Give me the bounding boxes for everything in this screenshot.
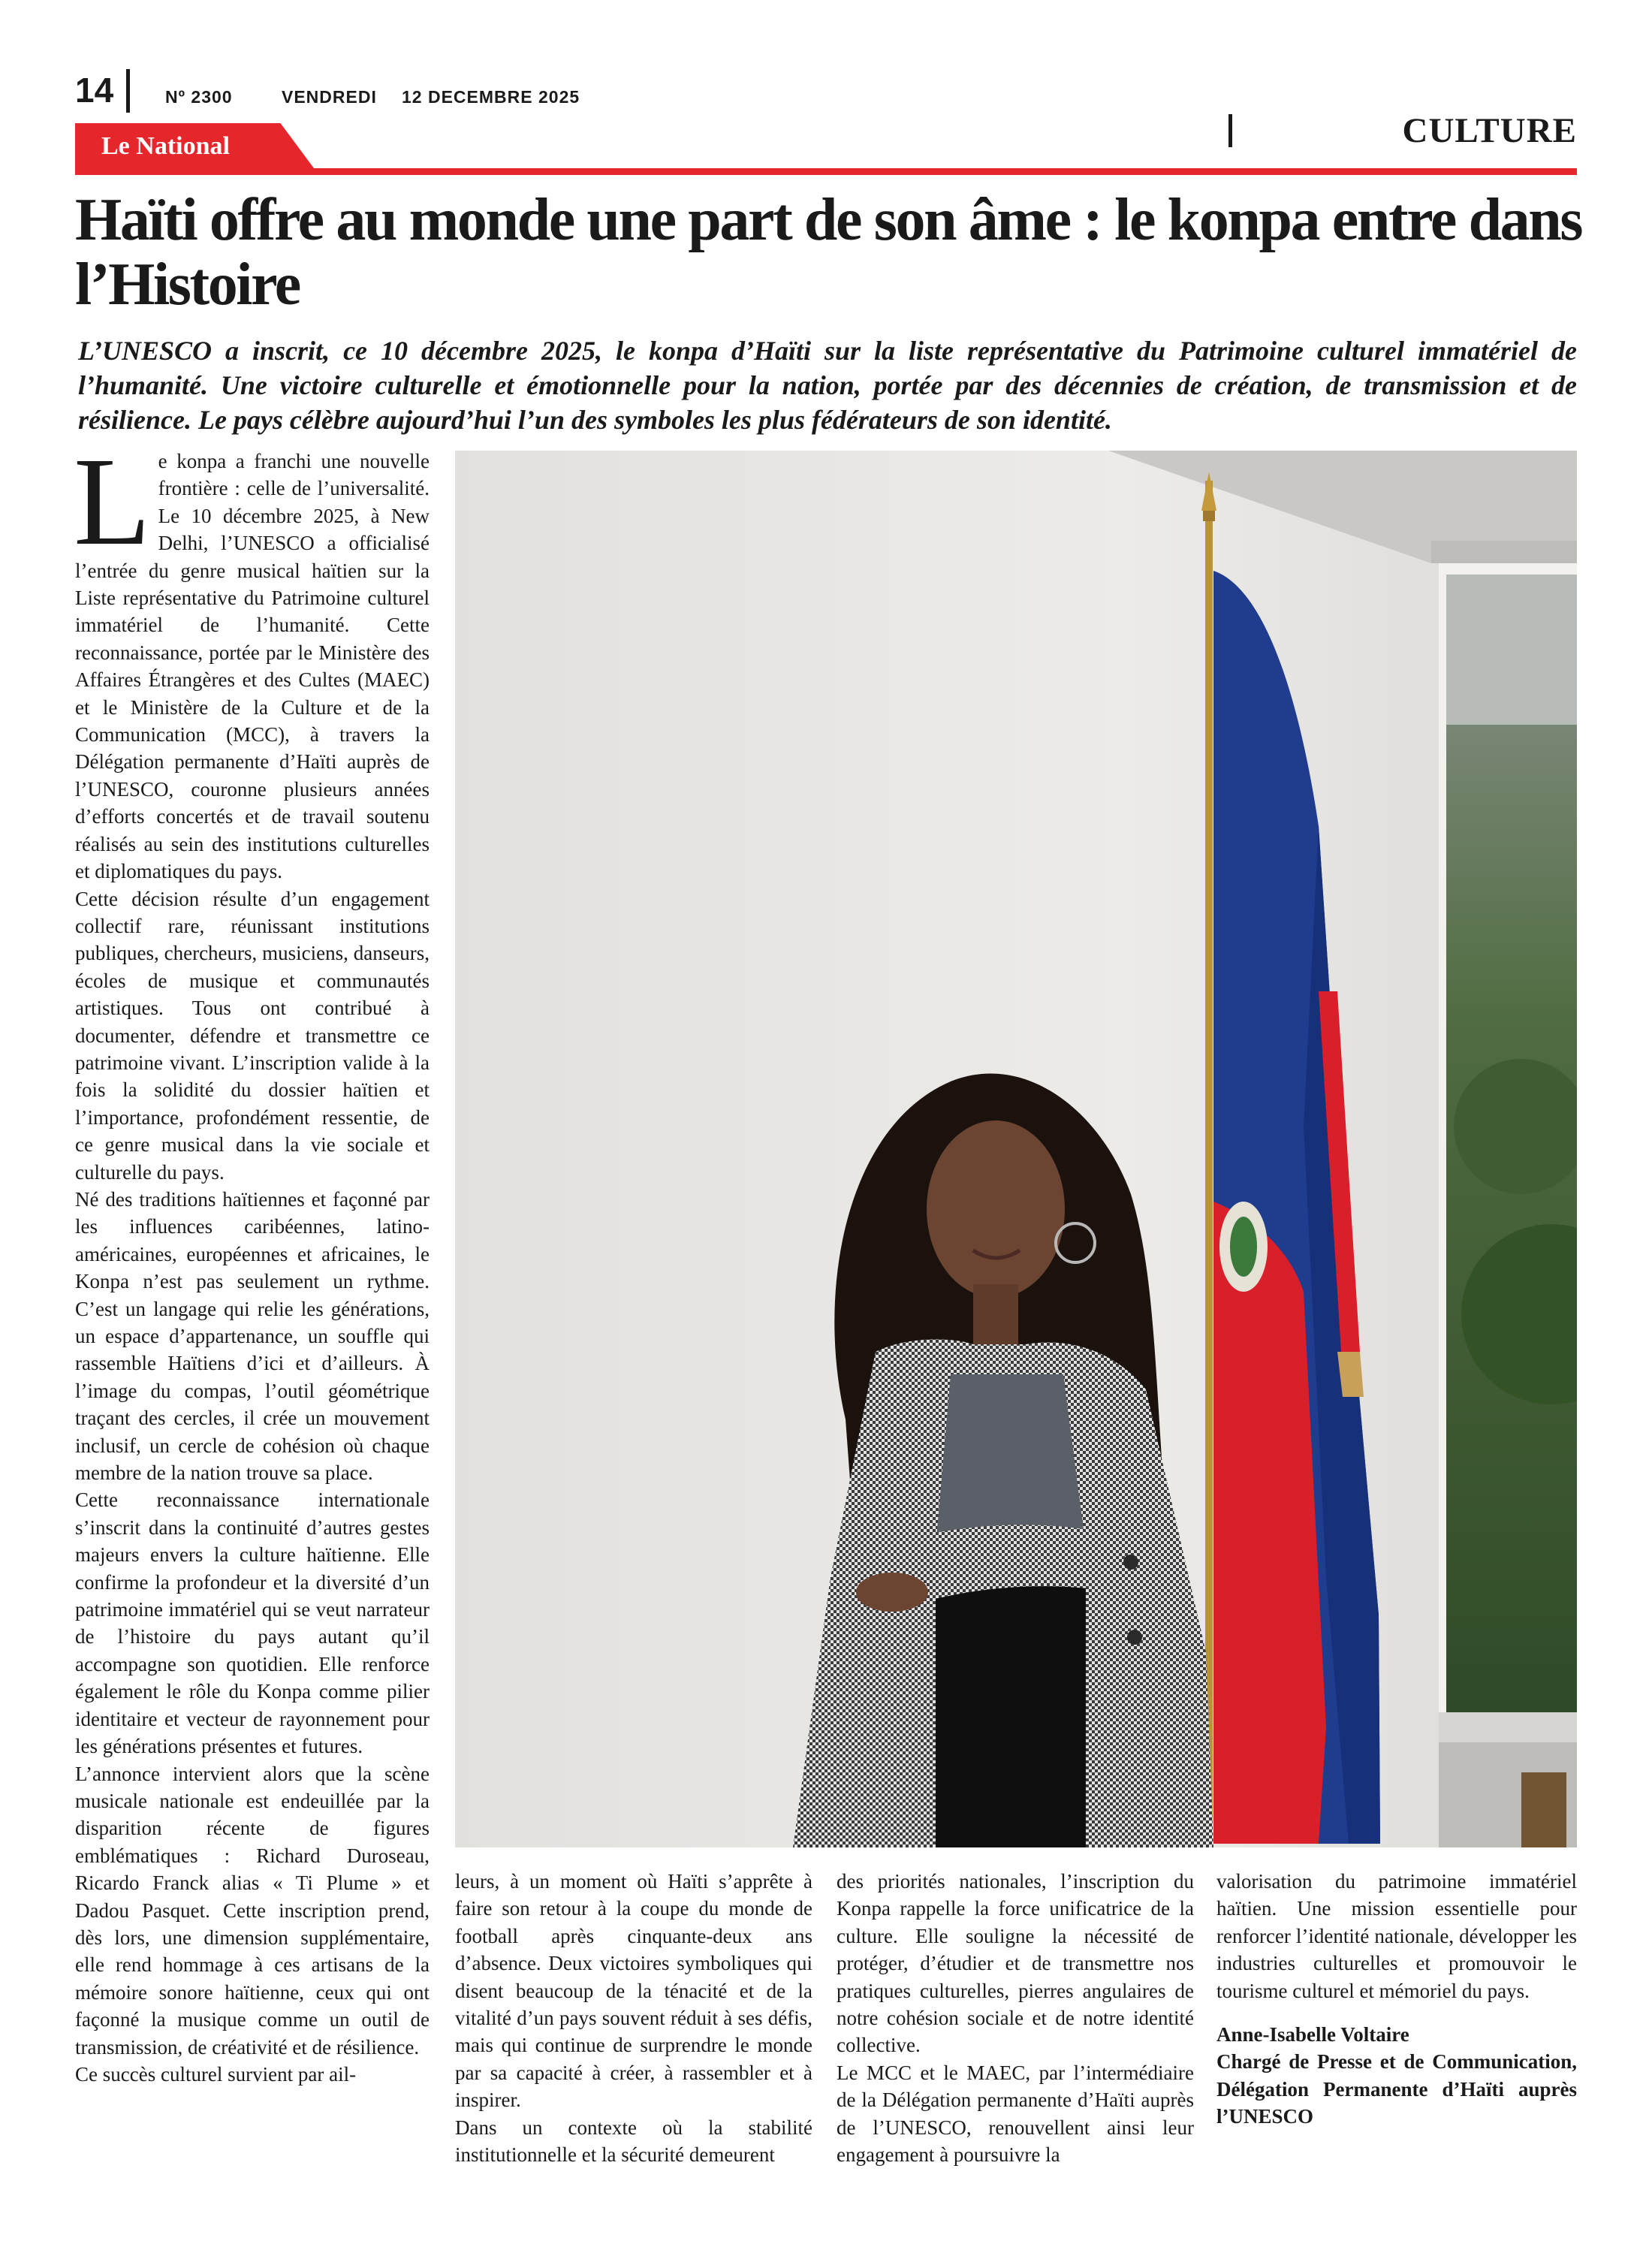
article-column-4: [1216, 1868, 1577, 2131]
paragraph: Cette décision résulte d’un engagement collectif rare, réunissant institutions publiques, chercheurs, musiciens, danseurs, écoles de musique et communautés artistiques. Tous ont contribué à documenter, défendre et transmettre ce patrimoine vivant. L’inscription valide à la fois la solidité du dossier haïtien et l’importance, profondément ressentie, de ce genre musical dans la vie sociale et culturelle du pays.: [75, 887, 430, 1184]
paragraph: Né des traditions haïtiennes et façonné par les influences caribéennes, latino-américaines, européennes et africaines, le Konpa n’est pas seulement un rythme. C’est un langage qui relie les générations, un espace d’appartenance, un souffle qui rassemble Haïtiens d’ici et d’ailleurs. À l’image du compas, l’outil géométrique traçant des cercles, il crée un mouvement inclusif, un cercle de cohésion où chaque membre de la nation trouve sa place.: [75, 1187, 430, 1485]
paragraph: valorisation du patrimoine immatériel haïtien. Une mission essentielle pour renforcer l’identité nationale, développer les industries culturelles et promouvoir le tourisme culturel et mémoriel du pays.: [1216, 1870, 1577, 2002]
brand-label: Le National: [101, 132, 230, 160]
paragraph: Ce succès culturel survient par ail-: [75, 2062, 357, 2086]
article-column-2: [455, 1868, 812, 2168]
issue-weekday: VENDREDI: [282, 87, 377, 107]
article-photo: [455, 451, 1577, 1847]
header-rule: [75, 168, 1577, 175]
section-label: CULTURE: [1402, 111, 1577, 150]
drop-cap: L: [74, 432, 151, 572]
article-column-1: [74, 432, 430, 2088]
article-lede: L’UNESCO a inscrit, ce 10 décembre 2025, le konpa d’Haïti sur la liste représentative du Patrimoine culturel immatériel de l’humanité. Une victoire culturelle et émotionnelle pour la nation, portée par des décennies de création, de transmission et de résilience. Le pays célèbre aujourd’hui l’un des symboles les plus fédérateurs de son identité.: [78, 336, 1577, 435]
page-number: 14: [75, 71, 114, 110]
article-headline: Haïti offre au monde une part de son âme : le konpa entre dans l’Histoire: [75, 187, 1582, 318]
issue-date: 12 DECEMBRE 2025: [402, 87, 580, 107]
paragraph: Dans un contexte où la stabilité institutionnelle et la sécurité demeurent: [455, 2116, 812, 2167]
page-number-divider: [126, 69, 130, 113]
paragraph: e konpa a franchi une nouvelle frontière : celle de l’universalité. Le 10 décembre 2025, à New Delhi, l’UNESCO a officialisé l’entrée du genre musical haïtien sur la Liste représentative du Patrimoine culturel immatériel de l’humanité. Cette reconnaissance, portée par le Ministère des Affaires Étrangères et des Cultes (MAEC) et le Ministère de la Culture et de la Communication (MCC), à travers la Délégation permanente d’Haïti auprès de l’UNESCO, couronne plusieurs années d’efforts concertés et de travail soutenu réalisés au sein des institutions culturelles et diplomatiques du pays.: [75, 450, 430, 883]
paragraph: L’annonce intervient alors que la scène musicale nationale est endeuillée par la disparition récente de figures emblématiques : Richard Duroseau, Ricardo Franck alias « Ti Plume » et Dadou Pasquet. Cette inscription prend, dès lors, une dimension supplémentaire, elle rend hommage à ces artisans de la mémoire sonore haïtienne, ceux qui ont façonné la musique comme un outil de transmission, de créativité et de résilience.: [75, 1762, 430, 2058]
author-role: Chargé de Presse et de Communication, Délégation Permanente d’Haïti auprès l’UNESCO: [1216, 2050, 1577, 2128]
section-divider: [1228, 114, 1232, 147]
author-name: Anne-Isabelle Voltaire: [1216, 2023, 1409, 2046]
article-column-3: [837, 1868, 1194, 2168]
issue-number: Nº 2300: [165, 87, 233, 107]
photo-illustration: [455, 451, 1577, 1847]
paragraph: leurs, à un moment où Haïti s’apprête à faire son retour à la coupe du monde de football après cinquante-deux ans d’absence. Deux victoires symboliques qui disent beaucoup de la ténacité et de la vitalité d’un pays souvent réduit à ses défis, mais qui continue de surprendre le monde par sa capacité à créer, à rassembler et à inspirer.: [455, 1870, 812, 2112]
paragraph: Le MCC et le MAEC, par l’intermédiaire de la Délégation permanente d’Haïti auprès de l’UNESCO, renouvellent ainsi leur engagement à poursuivre la: [837, 2061, 1194, 2167]
paragraph: Cette reconnaissance internationale s’inscrit dans la continuité d’autres gestes majeurs envers la culture haïtienne. Elle confirme la profondeur et la diversité d’un patrimoine immatériel qui se veut narrateur de l’histoire du pays autant qu’il accompagne son quotidien. Elle renforce également le rôle du Konpa comme pilier identitaire et vecteur de rayonnement pour les générations présentes et futures.: [75, 1488, 430, 1758]
paragraph: des priorités nationales, l’inscription du Konpa rappelle la force unificatrice de la culture. Elle souligne la nécessité de protéger, d’étudier et de transmettre nos pratiques culturelles, pierres angulaires de notre cohésion sociale et de notre identité collective.: [837, 1870, 1194, 2057]
